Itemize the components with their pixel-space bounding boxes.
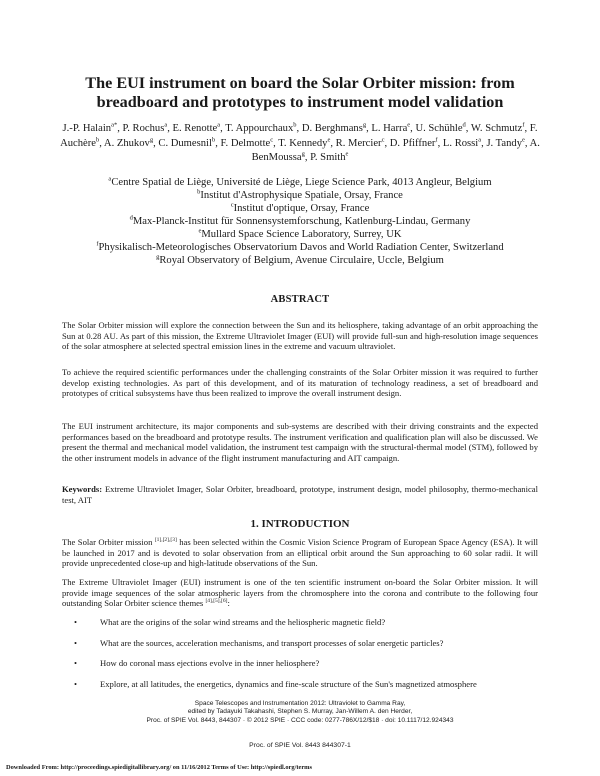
author-name: T. Kennedy bbox=[278, 137, 328, 149]
author-affiliation-mark: a bbox=[478, 135, 482, 143]
affiliation-text: Physikalisch-Meteorologisches Observatorium Davos and World Radiation Center, Switzerland bbox=[98, 242, 504, 253]
author-affiliation-mark: b bbox=[293, 121, 297, 129]
affiliation-key: d bbox=[129, 214, 133, 222]
affiliation-text: Centre Spatial de Liège, Université de Liège, Liege Science Park, 4013 Angleur, Belgium bbox=[111, 177, 492, 188]
author bbox=[220, 135, 274, 149]
title-line-1: The EUI instrument on board the Solar Orbiter mission: from bbox=[85, 74, 515, 92]
author bbox=[123, 123, 168, 134]
affiliation-key: e bbox=[198, 227, 202, 235]
list-item bbox=[74, 638, 540, 659]
affiliation bbox=[40, 176, 560, 189]
abstract-paragraph-2: To achieve the required scientific performances under the challenging constraints of the Solar Orbiter mission it was required to further develop existing technologies. As part of this development, and of its maturation of technology readiness, a set of breadboard and prototypes of critical subsystems have thus been realized to improve the overall instrument design. bbox=[62, 367, 538, 399]
affiliation bbox=[40, 241, 560, 254]
author-list: J.-P. Halain$^{a*}$, P. Rochus$^a$, E. Renotte$^a$, T. Appourchaux$^b$, D. Berghmans$^g$, L. Harra$^e$, U. Schühle$^d$, W. Schmutz$^f$, F. Auchère$^b$, A. Zhukov$^g$, C. Dumesnil$^b$, F. Delmotte$^c$, T. Kennedy$^e$, R. Mercier$^c$, D. Pfiffner$^f$, L. Rossi$^a$, J. Tandy$^e$, A. BenMoussa$^g$, P. Smith$^e$ bbox=[60, 121, 540, 163]
affiliation-list bbox=[40, 176, 560, 267]
abstract-paragraph-3: The EUI instrument architecture, its major components and sub-systems are described with their driving constraints and the expected performances based on the breadboard and prototype results. The instrument verification and qualification plan will also be discussed. We present the thermal and mechanical model validation, the instrument test campaign with the structural-thermal model (STM), followed by the other instrument models in advance of the flight instrument manufacturing and AIT campaign. bbox=[62, 421, 538, 463]
author bbox=[302, 123, 366, 134]
author bbox=[173, 123, 221, 134]
author-name: P. Rochus bbox=[122, 123, 165, 134]
author-name: D. Berghmans bbox=[301, 123, 363, 134]
author bbox=[442, 135, 482, 149]
intro-paragraph-1: The Solar Orbiter mission [1],[2],[3] has been selected within the Cosmic Vision Science Program of European Space Agency (ESA). It will be launched in 2017 and is devoted to solar observation from an elliptical orbit around the Sun approaching to 60 solar radii. It will provide unprecedented close-up and high-latitude observations of the Sun. bbox=[62, 537, 538, 569]
affiliation-key: b bbox=[197, 188, 201, 196]
author-name: C. Dumesnil bbox=[158, 137, 212, 149]
bullet-icon: • bbox=[74, 658, 78, 668]
citation-refs: [4],[5],[6] bbox=[205, 598, 228, 605]
author-affiliation-mark: e bbox=[522, 135, 525, 143]
author-affiliation-mark: d bbox=[462, 121, 466, 129]
author-name: J.-P. Halain bbox=[62, 123, 112, 134]
author bbox=[225, 123, 296, 134]
list-item-text: What are the sources, acceleration mechanisms, and transport processes of solar energetic particles? bbox=[100, 637, 444, 648]
author bbox=[63, 123, 118, 134]
list-item-text: How do coronal mass ejections evolve in the inner heliosphere? bbox=[100, 658, 320, 668]
affiliation bbox=[40, 215, 560, 228]
title-line-2: breadboard and prototypes to instrument model validation bbox=[96, 93, 504, 111]
author-name: W. Schmutz bbox=[470, 123, 523, 134]
list-item bbox=[74, 679, 540, 700]
affiliation-text: Royal Observatory of Belgium, Avenue Circulaire, Uccle, Belgium bbox=[159, 255, 444, 266]
author-name: L. Rossi bbox=[442, 137, 479, 149]
affiliation-key: c bbox=[230, 201, 234, 209]
author-affiliation-mark: e bbox=[345, 150, 349, 158]
author-name: U. Schühle bbox=[415, 123, 463, 134]
keywords-label: Keywords: bbox=[62, 484, 103, 494]
affiliation-text: Institut d'optique, Orsay, France bbox=[233, 203, 370, 214]
author-name: L. Harra bbox=[371, 123, 408, 134]
download-notice: Downloaded From: http://proceedings.spiedigitallibrary.org/ on 11/16/2012 Terms of Use: http://spiedl.org/terms bbox=[6, 764, 312, 771]
proceedings-footer: Space Telescopes and Instrumentation 2012: Ultraviolet to Gamma Ray, edited by Tadayuki Takahashi, Stephen S. Murray, Jan-Willem A. den Herder, Proc. of SPIE Vol. 8443, 844307 · © 2012 SPIE · CCC code: 0277-786X/12/$18 · doi: 10.1117/12.924343 bbox=[146, 700, 454, 724]
list-item bbox=[74, 617, 540, 638]
author-name: F. Auchère bbox=[60, 123, 538, 149]
author bbox=[310, 152, 348, 163]
list-item-text: Explore, at all latitudes, the energetics, dynamics and fine-scale structure of the Sun's magnetized atmosphere bbox=[100, 678, 477, 689]
author-affiliation-mark: b bbox=[211, 135, 216, 143]
author bbox=[389, 135, 438, 149]
author-affiliation-mark: g bbox=[362, 121, 367, 129]
author-affiliation-mark: f bbox=[435, 135, 438, 143]
affiliation-text: Mullard Space Science Laboratory, Surrey, UK bbox=[201, 229, 402, 240]
abstract-heading: ABSTRACT bbox=[270, 294, 330, 305]
citation-refs: [1],[2],[3] bbox=[154, 537, 177, 544]
author-affiliation-mark: a bbox=[217, 121, 221, 129]
affiliation bbox=[40, 254, 560, 267]
author-name: F. Delmotte bbox=[220, 137, 271, 149]
author bbox=[158, 135, 216, 149]
author-name: E. Renotte bbox=[172, 123, 218, 134]
affiliation-key: f bbox=[96, 240, 99, 248]
affiliation bbox=[40, 228, 560, 241]
author-name: A. BenMoussa bbox=[251, 137, 540, 163]
science-themes-list bbox=[74, 617, 540, 699]
keywords bbox=[62, 484, 538, 505]
author-name: P. Smith bbox=[310, 152, 346, 163]
intro-paragraph-2: The Extreme Ultraviolet Imager (EUI) instrument is one of the ten scientific instrument on-board the Solar Orbiter mission. It will provide image sequences of the solar atmospheric layers from the chromosphere into the corona and contribute to the following four outstanding Solar Orbiter science themes [4],[5],[6]: bbox=[62, 577, 538, 609]
bullet-icon: • bbox=[74, 637, 78, 648]
keywords-text: Extreme Ultraviolet Imager, Solar Orbiter, breadboard, prototype, instrument design, model philosophy, thermo-mechanical test, AIT bbox=[62, 484, 538, 505]
author-affiliation-mark: c bbox=[270, 135, 274, 143]
author-name: T. Appourchaux bbox=[225, 123, 294, 134]
author-affiliation-mark: e bbox=[407, 121, 411, 129]
author-affiliation-mark: e bbox=[327, 135, 331, 143]
abstract-paragraph-1: The Solar Orbiter mission will explore the connection between the Sun and its heliosphere, taking advantage of an orbit approaching the Sun at 0.28 AU. As part of this mission, the Extreme Ultraviolet Imager (EUI) will provide full-sun and high-resolution image sequences of the solar atmosphere at selected spectral emission lines in the extreme and vacuum ultraviolet. bbox=[62, 320, 538, 352]
affiliation-key: g bbox=[156, 253, 160, 261]
author-affiliation-mark: a* bbox=[111, 121, 118, 129]
author bbox=[415, 123, 465, 134]
author-name: A. Zhukov bbox=[103, 137, 150, 149]
list-item bbox=[74, 658, 540, 679]
author bbox=[371, 123, 410, 134]
affiliation-key: a bbox=[108, 175, 112, 183]
affiliation-text: Max-Planck-Institut für Sonnensystemforschung, Katlenburg-Lindau, Germany bbox=[132, 216, 471, 227]
author-affiliation-mark: b bbox=[95, 135, 100, 143]
author-affiliation-mark: f bbox=[522, 121, 525, 129]
author-name: R. Mercier bbox=[335, 137, 382, 149]
page-number: Proc. of SPIE Vol. 8443 844307-1 bbox=[249, 742, 351, 749]
bullet-icon: • bbox=[74, 617, 78, 627]
affiliation-text: Institut d'Astrophysique Spatiale, Orsay, France bbox=[200, 190, 403, 201]
author bbox=[486, 135, 525, 149]
author-name: D. Pfiffner bbox=[389, 137, 436, 149]
bullet-icon: • bbox=[74, 678, 78, 689]
paper-title bbox=[40, 74, 560, 112]
affiliation bbox=[40, 189, 560, 202]
affiliation bbox=[40, 202, 560, 215]
author-affiliation-mark: a bbox=[164, 121, 168, 129]
list-item-text: What are the origins of the solar wind streams and the heliospheric magnetic field? bbox=[100, 617, 386, 627]
section-heading-introduction: 1. INTRODUCTION bbox=[250, 518, 350, 530]
author bbox=[103, 135, 154, 149]
author-name: J. Tandy bbox=[486, 137, 522, 149]
author-affiliation-mark: g bbox=[149, 135, 154, 143]
author-affiliation-mark: g bbox=[301, 150, 305, 158]
author bbox=[335, 135, 385, 149]
author-affiliation-mark: c bbox=[381, 135, 385, 143]
author bbox=[278, 135, 331, 149]
author bbox=[471, 123, 525, 134]
